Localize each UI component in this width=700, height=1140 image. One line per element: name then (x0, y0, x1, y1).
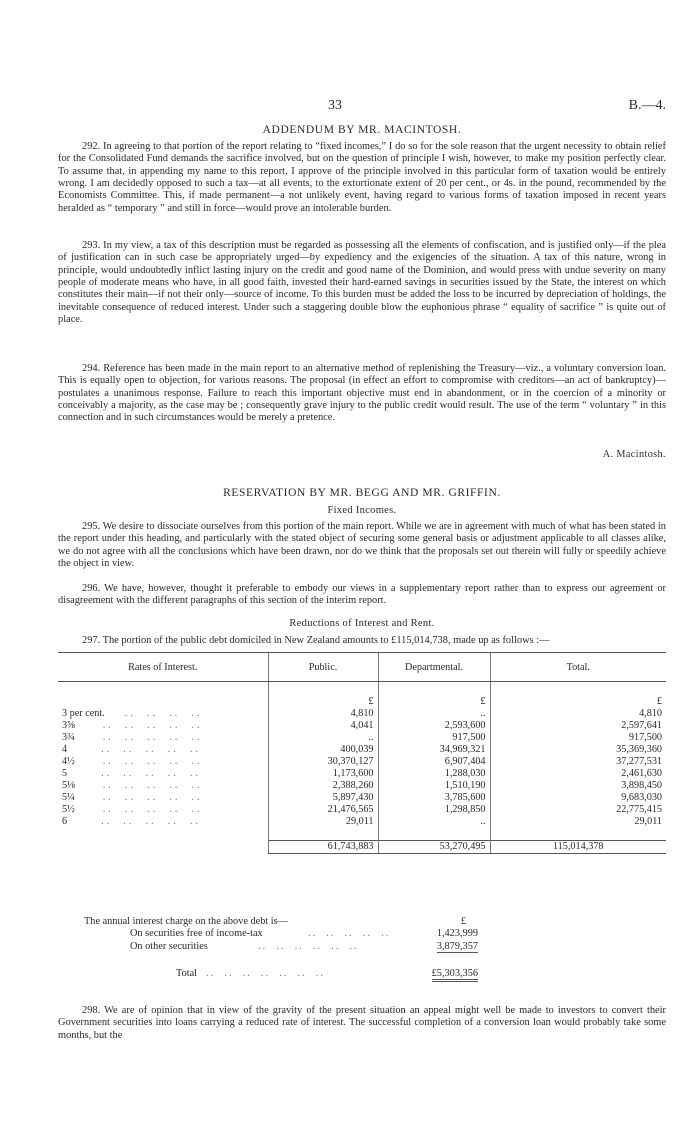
public-cell: 2,388,260 (268, 780, 378, 792)
total-cell: 35,369,360 (490, 744, 666, 756)
header-rates: Rates of Interest. (58, 653, 268, 682)
signature-macintosh: A. Macintosh. (602, 449, 666, 460)
table-row: 3¾ .. .. .. .. .. .. 917,500 917,500 (58, 732, 666, 744)
rate-cell: 3¾ (62, 732, 75, 743)
total-cell: 2,597,641 (490, 720, 666, 732)
rate-cell: 3⅝ (62, 720, 75, 731)
public-cell: .. (268, 732, 378, 744)
departmental-cell: 1,298,850 (378, 804, 490, 816)
departmental-cell: 6,907,404 (378, 756, 490, 768)
table-row: 6 .. .. .. .. .. 29,011 .. 29,011 (58, 816, 666, 828)
table-row: 5 .. .. .. .. .. 1,173,600 1,288,030 2,461,630 (58, 768, 666, 780)
departmental-cell: 1,510,190 (378, 780, 490, 792)
rate-cell: 5½ (62, 804, 75, 815)
total-cell: 3,898,450 (490, 780, 666, 792)
currency-public: £ (268, 696, 378, 708)
public-cell: 21,476,565 (268, 804, 378, 816)
header-total: Total. (490, 653, 666, 682)
public-cell: 5,897,430 (268, 792, 378, 804)
paragraph-293: 293. In my view, a tax of this description must be regarded as possessing all the elements of confiscation, and is justified only—if the plea of justification can in such case be appropriately urged—by expediency and the exigencies of the situation. A tax of this nature, wrong in principle, would undoubtedly inflict lasting injury on the credit and good name of the Dominion, and would press with undue severity on many people of moderate means who have, in all good faith, invested their hard-earned savings in securities issued by the State, the interest on which constitutes their main—if not their only—source of income. To this burden must be added the loss to be incurred by depreciation of holdings, the inevitable consequence of reduced interest. Under such a staggering double blow the euphonious phrase “ equality of sacrifice ” is quite out of place. (58, 240, 666, 326)
charge-value: 3,879,357 (436, 941, 478, 952)
addendum-title: ADDENDUM BY MR. MACINTOSH. (262, 124, 462, 136)
table-row: 4½ .. .. .. .. .. 30,370,127 6,907,404 37,277,531 (58, 756, 666, 768)
paragraph-298: 298. We are of opinion that in view of the gravity of the present situation an appeal might well be made to investors to convert their Government securities into loans carrying a reduced rate of interest. The successful completion of a conversion loan would probably take some months, but the (58, 1005, 666, 1041)
charge-currency: £ (460, 916, 466, 927)
public-cell: 400,039 (268, 744, 378, 756)
header-public: Public. (268, 653, 378, 682)
rate-cell: 3 per cent. (62, 708, 105, 719)
public-cell: 29,011 (268, 816, 378, 828)
departmental-cell: 917,500 (378, 732, 490, 744)
rate-cell: 5¼ (62, 792, 75, 803)
total-cell: 22,775,415 (490, 804, 666, 816)
total-cell: 37,277,531 (490, 756, 666, 768)
totals-row (58, 841, 666, 854)
rate-cell: 5 (62, 768, 68, 779)
charge-total-label: Total (176, 968, 198, 979)
table-row: 4 .. .. .. .. .. 400,039 34,969,321 35,369,360 (58, 744, 666, 756)
public-cell: 4,810 (268, 708, 378, 720)
total-departmental: 53,270,495 (378, 841, 490, 854)
paragraph-295: 295. We desire to dissociate ourselves from this portion of the main report. While we are in agreement with much of what has been stated in the report under this heading, and particularly with the stated object of securing some general basis or adjustment applicable to all classes alike, we do not agree with all the conclusions which have been drawn, nor do we think that the proposals set out therein will fully or speedily achieve the object in view. (58, 521, 666, 570)
departmental-cell: 34,969,321 (378, 744, 490, 756)
page-number: 33 (328, 98, 342, 113)
paragraph-297: 297. The portion of the public debt domiciled in New Zealand amounts to £115,014,738, made up as follows :— (82, 635, 550, 646)
departmental-cell: 2,593,600 (378, 720, 490, 732)
public-debt-table (58, 652, 666, 854)
table-row: 5¼ .. .. .. .. .. 5,897,430 3,785,600 9,683,030 (58, 792, 666, 804)
reductions-subtitle: Reductions of Interest and Rent. (289, 618, 435, 629)
fixed-incomes-subtitle: Fixed Incomes. (327, 505, 397, 516)
header-departmental: Departmental. (378, 653, 490, 682)
rate-cell: 4½ (62, 756, 75, 767)
departmental-cell: .. (378, 816, 490, 828)
public-cell: 1,173,600 (268, 768, 378, 780)
total-total: 115,014,378 (490, 841, 666, 854)
total-cell: 9,683,030 (490, 792, 666, 804)
currency-departmental: £ (378, 696, 490, 708)
total-cell: 2,461,630 (490, 768, 666, 780)
total-public: 61,743,883 (268, 841, 378, 854)
table-row: 5½ .. .. .. .. .. 21,476,565 1,298,850 22,775,415 (58, 804, 666, 816)
departmental-cell: 1,288,030 (378, 768, 490, 780)
departmental-cell: 3,785,600 (378, 792, 490, 804)
departmental-cell: .. (378, 708, 490, 720)
table-row: 5⅛ .. .. .. .. .. 2,388,260 1,510,190 3,898,450 (58, 780, 666, 792)
page-header (58, 98, 666, 118)
rate-cell: 6 (62, 816, 68, 827)
table-row: 3 per cent. .. .. .. .. 4,810 .. 4,810 (58, 708, 666, 720)
table-row: 3⅝ .. .. .. .. .. 4,041 2,593,600 2,597,641 (58, 720, 666, 732)
charge-label: On securities free of income-tax (130, 928, 263, 939)
reservation-title: RESERVATION BY MR. BEGG AND MR. GRIFFIN. (223, 487, 501, 499)
paragraph-294: 294. Reference has been made in the main report to an alternative method of replenishing the Treasury—viz., a voluntary conversion loan. This is equally open to objection, for various reasons. The proposal (in effect an effort to compromise with creditors—an act of bankruptcy)—postulates a unanimous response. Failure to reach this important objective must end in abandonment, or in the coercion of a minority or conceivably a majority, as the case may be ; consequently grave injury to the public credit would result. The use of the term “ voluntary ” in this connection and in such circumstances would be merely a pretence. (58, 363, 666, 424)
public-cell: 30,370,127 (268, 756, 378, 768)
document-reference: B.—4. (628, 98, 666, 113)
charge-value: 1,423,999 (436, 928, 478, 939)
total-cell: 29,011 (490, 816, 666, 828)
total-cell: 917,500 (490, 732, 666, 744)
charge-total-value: £5,303,356 (432, 968, 478, 982)
rate-cell: 4 (62, 744, 68, 755)
charge-label: On other securities (130, 941, 208, 952)
paragraph-296: 296. We have, however, thought it preferable to embody our views in a supplementary report rather than to express our agreement or disagreement with the different paragraphs of this section of the interim report. (58, 583, 666, 607)
paragraph-292: 292. In agreeing to that portion of the report relating to “fixed incomes,” I do so for the sole reason that the urgent necessity to obtain relief for the Consolidated Fund demands the sacrifice involved, but on the question of principle I wish, however, to make my position perfectly clear. To assume that, in appending my name to this report, I approve of the principle involved in this particular form of taxation would be entirely wrong. I am decidedly opposed to such a tax—at all events, to the extortionate extent of 20 per cent., or 4s. in the pound, recommended by the Economists Committee. This, if made permanent—a not unlikely event, having regard to various forms of taxation imposed in recent years heralded as “ temporary ” and still in force—would prove an intolerable burden. (58, 141, 666, 214)
rate-cell: 5⅛ (62, 780, 75, 791)
currency-total: £ (490, 696, 666, 708)
interest-charge-intro: The annual interest charge on the above debt is— (84, 916, 288, 927)
public-cell: 4,041 (268, 720, 378, 732)
total-cell: 4,810 (490, 708, 666, 720)
